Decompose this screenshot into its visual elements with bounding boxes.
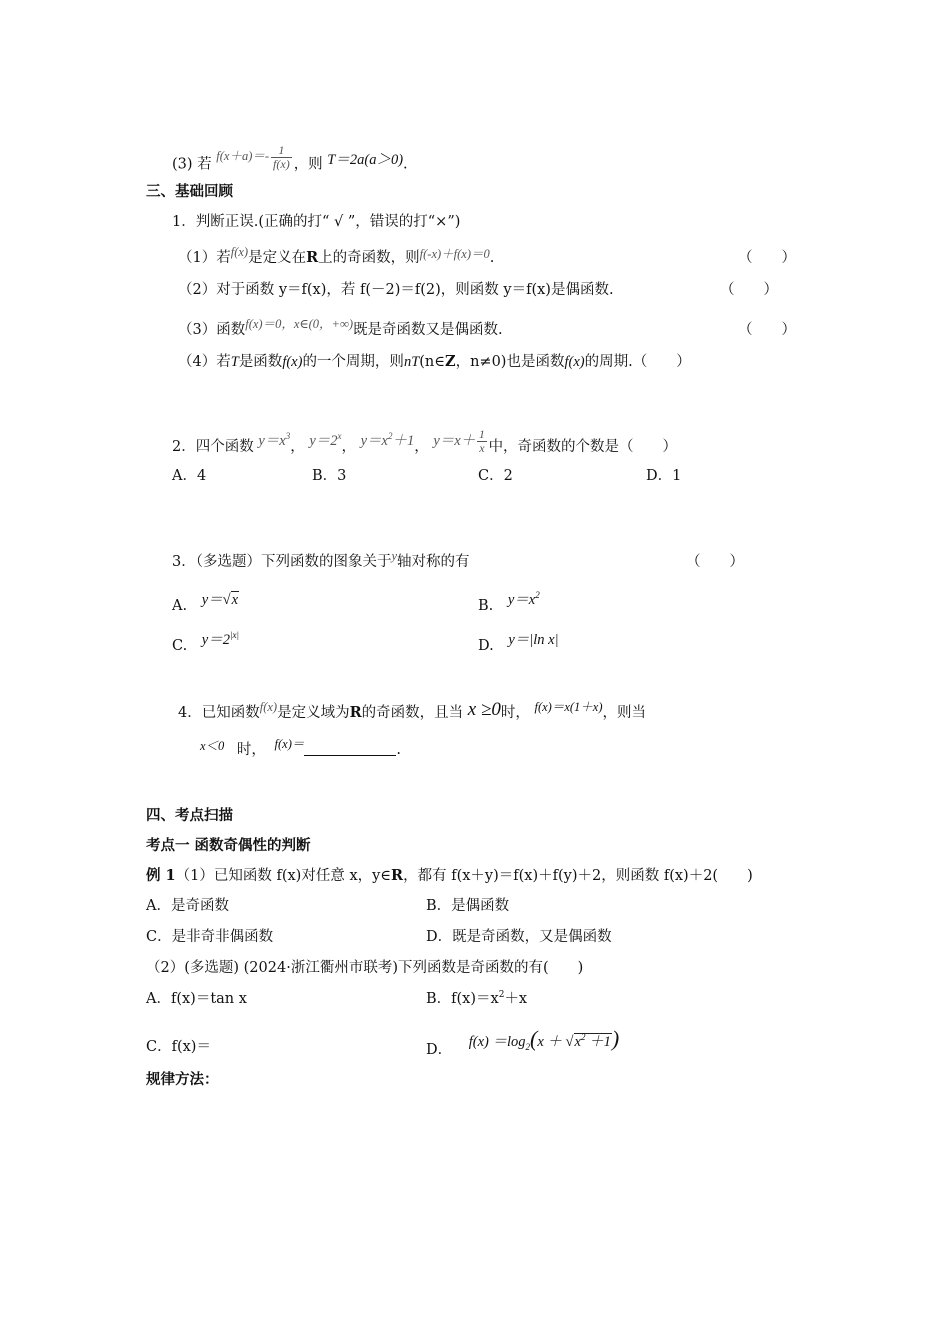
q4-stem-line2: x＜0 时， f(x)＝ . bbox=[200, 737, 401, 758]
q3-stem: 3．（多选题）下列函数的图象关于y轴对称的有 bbox=[172, 549, 470, 570]
answer-paren: （ ） bbox=[686, 554, 744, 570]
ex1-option-d: D．既是奇函数，又是偶函数 bbox=[426, 929, 612, 945]
section-title-3: 三、基础回顾 bbox=[146, 183, 233, 200]
ex1-option-a: A．是奇函数 bbox=[146, 898, 229, 914]
period-rule-3: (3) 若 f(x＋a)＝- $\frac{1}{f(x)}$ ，则 T＝2a(a＞0). bbox=[172, 143, 408, 173]
q4-stem-line1: 4．已知函数f(x)是定义域为R的奇函数，且当 x ≥0时， f(x)＝x(1＋x)，则当 bbox=[178, 699, 647, 721]
ex1-2-option-b: B．$f(x)=x^2+x$ bbox=[426, 990, 528, 1007]
q1-item-4: （4）若T是函数f(x)的一个周期，则nT(n∈Z，n≠0)也是函数f(x)的周期.（ ） bbox=[178, 353, 691, 370]
ex1-option-c: C．是非奇非偶函数 bbox=[146, 929, 274, 945]
q2-option-d: D．1 bbox=[646, 468, 682, 484]
q3-option-a: A. y＝√x bbox=[172, 592, 239, 614]
q1-item-1: （1）若f(x)是定义在R上的奇函数，则f(-x)＋f(x)＝0. bbox=[178, 245, 495, 266]
ex1-2-option-d: D． $f(x) =\log_2(x + √x^2 +1)$ bbox=[426, 1026, 620, 1058]
q3-option-b: B. $y=x^2$ bbox=[478, 590, 540, 614]
answer-paren: （ ） bbox=[738, 322, 796, 338]
q2-stem: 2．四个函数 $y=x^3$， $y=2^x$， $y=x^2+1$， y＝x＋ $\frac{1}{x}$ 中，奇函数的个数是（ ） bbox=[172, 427, 678, 455]
q2-option-b: B．3 bbox=[312, 468, 347, 484]
example-1-part-2: （2）(多选题) (2024·浙江衢州市联考)下列函数是奇函数的有( ) bbox=[146, 960, 584, 976]
formula-fxa: f(x＋a)＝- $\frac{1}{f(x)}$ bbox=[216, 143, 290, 171]
ex1-2-option-a: A．f(x)＝tan x bbox=[146, 991, 247, 1007]
q3-option-c: C. $y=2^{|x|}$ bbox=[172, 630, 239, 654]
answer-blank bbox=[304, 741, 396, 756]
example-1-stem: 例 1（1）已知函数 f(x)对任意 x，y∈R，都有 f(x＋y)＝f(x)＋f(y)＋2，则函数 f(x)＋2( ) bbox=[146, 867, 753, 884]
q1-stem: 1．判断正误.(正确的打“ √ ”，错误的打“×”) bbox=[172, 214, 461, 230]
q3-option-d: D. y＝|ln x| bbox=[478, 632, 559, 654]
answer-paren: （ ） bbox=[738, 250, 796, 266]
answer-paren: （ ） bbox=[720, 282, 778, 298]
ex1-option-b: B．是偶函数 bbox=[426, 898, 510, 914]
q1-item-2: （2）对于函数 y＝f(x)，若 f(－2)＝f(2)，则函数 y＝f(x)是偶函数. bbox=[178, 282, 614, 298]
q2-option-a: A．4 bbox=[172, 468, 207, 484]
ex1-2-option-c: C．f(x)＝ bbox=[146, 1039, 211, 1055]
q1-item-3: （3）函数f(x)＝0，x∈(0，+∞)既是奇函数又是偶函数. bbox=[178, 317, 503, 338]
q2-option-c: C．2 bbox=[478, 468, 513, 484]
section-title-4: 四、考点扫描 bbox=[146, 807, 233, 824]
knowledge-point-1: 考点一 函数奇偶性的判断 bbox=[146, 837, 311, 854]
rule-method-label: 规律方法： bbox=[146, 1071, 219, 1088]
